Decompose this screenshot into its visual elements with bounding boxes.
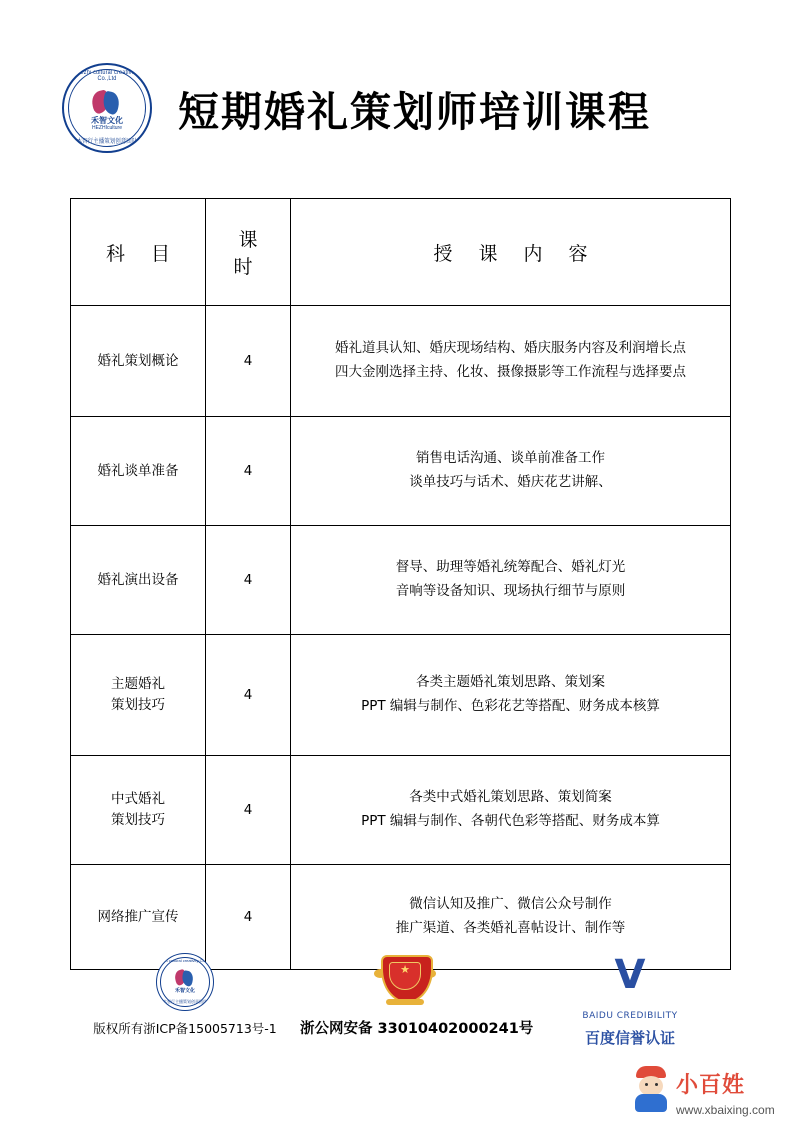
cell-content: [291, 526, 731, 635]
table-header: [71, 199, 731, 306]
content-line: 微信认知及推广、微信公众号制作: [409, 896, 612, 913]
table-row: [71, 306, 731, 417]
content-line: 销售电话沟通、谈单前准备工作: [416, 450, 605, 467]
page-title: 短期婚礼策划师培训课程: [178, 87, 651, 136]
content-line: 推广渠道、各类婚礼喜帖设计、制作等: [395, 920, 626, 936]
emblem-base: [386, 999, 424, 1005]
content-line: 督导、助理等婚礼统筹配合、婚礼灯光: [395, 559, 626, 576]
seal-swoosh-blue: [101, 91, 121, 116]
column-header-subject: 科 目: [71, 199, 206, 306]
table-row: [71, 417, 731, 526]
seal-team-text: 木智行主播策划创意团队: [76, 139, 138, 145]
course-schedule-table: [70, 198, 731, 970]
baidu-sub-label: BAIDU CREDIBILITY: [582, 1011, 678, 1021]
cell-content: [291, 306, 731, 417]
watermark-site-url: www.xbaixing.com: [676, 1103, 775, 1117]
subject-line: 策划技巧: [111, 697, 165, 713]
cell-content: [291, 756, 731, 865]
table-header-row: [71, 199, 731, 306]
mascot-eye-left: [645, 1083, 648, 1086]
cell-subject: 婚礼演出设备: [71, 526, 206, 635]
document-footer: [0, 945, 800, 1065]
seal-swoosh-blue: [181, 970, 195, 987]
baidu-caption: 百度信誉认证: [584, 1029, 675, 1047]
mascot-face: [639, 1076, 663, 1096]
subject-line: 主题婚礼: [111, 676, 165, 693]
watermark-site-name: 小百姓: [676, 1073, 746, 1098]
table-row: [71, 635, 731, 756]
seal-english-arc-text: Hezhi cultural creativity Co.,Ltd: [76, 70, 138, 82]
gov-record-badge: [300, 953, 534, 1038]
watermark-text: [676, 1068, 775, 1117]
subject-line: 策划技巧: [111, 812, 165, 828]
content-line: 各类主题婚礼策划思路、策划案: [416, 674, 605, 691]
cell-subject: 婚礼谈单准备: [71, 417, 206, 526]
cell-hours: 4: [206, 417, 291, 526]
seal-swoosh-icon: [90, 91, 124, 115]
content-line: PPT 编辑与制作、色彩花艺等搭配、财务成本核算: [361, 698, 660, 714]
column-header-content: 授 课 内 容: [291, 199, 731, 306]
cell-content: [291, 635, 731, 756]
table-row: [71, 526, 731, 635]
seal-company-name-cn: 禾智文化: [91, 116, 123, 125]
cell-subject: [71, 756, 206, 865]
company-logo-seal: [62, 63, 152, 153]
table-body: [71, 306, 731, 970]
content-line: 婚礼道具认知、婚庆现场结构、婚庆服务内容及利润增长点: [335, 340, 686, 357]
seal-company-name-cn: 禾智文化: [174, 988, 195, 994]
seal-company-name-en: HEZHIculture: [91, 125, 122, 131]
mascot-body: [635, 1094, 667, 1112]
cell-content: [291, 417, 731, 526]
seal-team-text: 木智行主播策划创意团队: [163, 999, 207, 1004]
subject-line: 中式婚礼: [111, 791, 165, 808]
icp-caption: 版权所有浙ICP备15005713号-1: [93, 1021, 277, 1036]
content-line: 各类中式婚礼策划思路、策划简案: [409, 789, 612, 806]
watermark-mascot-icon: [630, 1066, 672, 1112]
cell-hours: 4: [206, 635, 291, 756]
company-logo-seal-small: [156, 953, 214, 1011]
baidu-v-logo-icon: [599, 953, 661, 1009]
emblem-star-icon: ★: [400, 964, 410, 976]
gov-record-caption: 浙公网安备 33010402000241号: [300, 1021, 534, 1037]
cell-hours: 4: [206, 756, 291, 865]
content-line: PPT 编辑与制作、各朝代色彩等搭配、财务成本算: [361, 813, 660, 829]
cell-hours: 4: [206, 865, 291, 970]
cell-hours: 4: [206, 526, 291, 635]
table-row: [71, 756, 731, 865]
cell-hours: 4: [206, 306, 291, 417]
cell-subject: [71, 635, 206, 756]
cell-subject: 婚礼策划概论: [71, 306, 206, 417]
seal-swoosh-icon: [174, 970, 196, 986]
document-header: [62, 58, 752, 158]
mascot-eye-right: [655, 1083, 658, 1086]
baidu-credibility-badge: [530, 953, 730, 1048]
content-line: 谈单技巧与话术、婚庆花艺讲解、: [409, 474, 612, 490]
column-header-hours: 课 时: [206, 199, 291, 306]
baidu-logo-letter: V: [614, 952, 646, 998]
content-line: 四大金刚选择主持、化妆、摄像摄影等工作流程与选择要点: [335, 364, 686, 380]
icp-badge: [85, 953, 285, 1037]
cell-subject: 网络推广宣传: [71, 865, 206, 970]
site-watermark: [630, 1060, 780, 1120]
seal-english-arc-text: Hezhi cultural creativity Co.,Ltd: [157, 958, 213, 963]
content-line: 音响等设备知识、现场执行细节与原则: [395, 583, 626, 599]
police-emblem-icon: [374, 953, 436, 1009]
